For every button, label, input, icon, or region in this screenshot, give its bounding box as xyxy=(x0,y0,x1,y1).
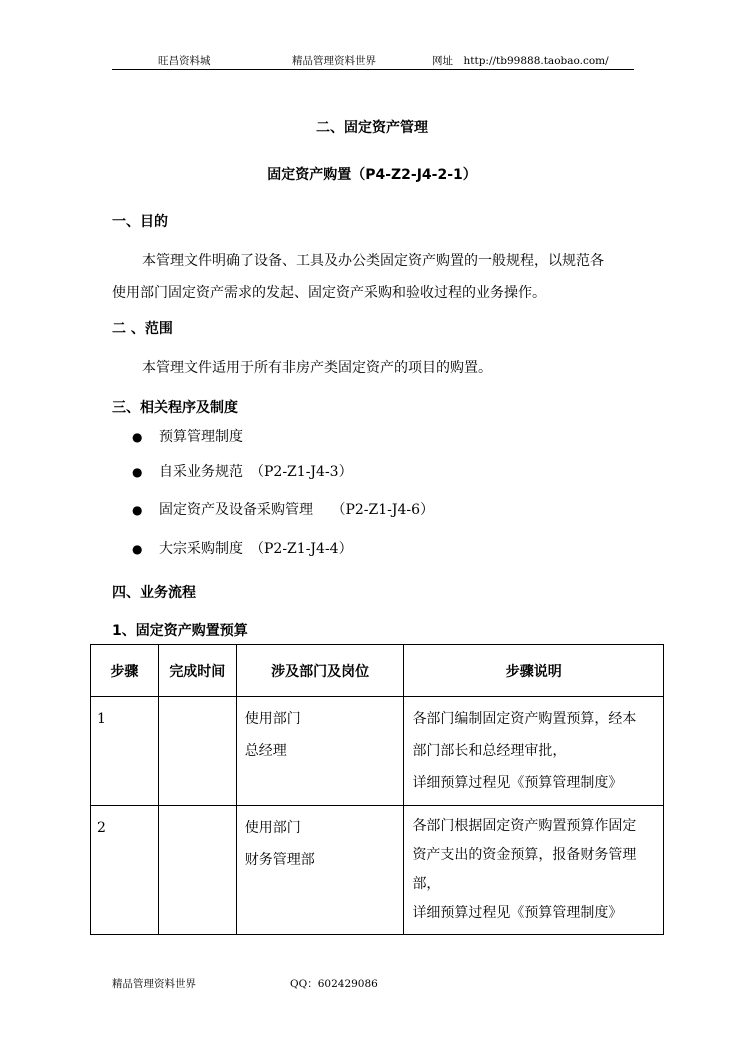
bullet-icon: ● xyxy=(132,503,143,517)
cell-dept: 使用部门 总经理 xyxy=(236,697,404,806)
list-item: ● 大宗采购制度 （P2-Z1-J4-4） xyxy=(132,541,353,557)
bullet-icon: ● xyxy=(132,430,143,444)
section-heading-process: 四、业务流程 xyxy=(112,585,196,601)
purpose-text-line2: 使用部门固定资产需求的发起、固定资产采购和验收过程的业务操作。 xyxy=(112,285,546,301)
subsection-heading-budget: 1、固定资产购置预算 xyxy=(112,623,248,639)
page-title: 二、固定资产管理 xyxy=(316,120,428,136)
section-heading-purpose: 一、目的 xyxy=(112,214,168,230)
bullet-icon: ● xyxy=(132,542,143,556)
header-left-text: 旺昌资料城 xyxy=(158,55,211,67)
cell-desc: 各部门根据固定资产购置预算作固定 资产支出的资金预算，报备财务管理 部， 详细预算过程见《预算管理制度》 xyxy=(404,806,664,935)
section-heading-scope: 二 、范围 xyxy=(112,321,173,337)
table-row xyxy=(91,697,664,806)
process-table xyxy=(90,644,664,935)
header-step: 步骤 xyxy=(91,645,159,697)
header-middle-text: 精品管理资料世界 xyxy=(292,55,376,67)
table-row xyxy=(91,806,664,935)
page-subtitle: 固定资产购置（P4-Z2-J4-2-1） xyxy=(267,167,477,183)
cell-time xyxy=(158,806,236,935)
list-item: ● 预算管理制度 xyxy=(132,429,243,445)
cell-step: 1 xyxy=(91,697,159,806)
page-header xyxy=(112,53,634,70)
header-desc: 步骤说明 xyxy=(404,645,664,697)
cell-time xyxy=(158,697,236,806)
header-dept: 涉及部门及岗位 xyxy=(236,645,404,697)
table-header-row xyxy=(91,645,664,697)
list-item: ● 自采业务规范 （P2-Z1-J4-3） xyxy=(132,464,353,480)
footer-left-text: 精品管理资料世界 xyxy=(112,978,196,990)
cell-step: 2 xyxy=(91,806,159,935)
cell-dept: 使用部门 财务管理部 xyxy=(236,806,404,935)
header-time: 完成时间 xyxy=(158,645,236,697)
cell-desc: 各部门编制固定资产购置预算，经本 部门部长和总经理审批， 详细预算过程见《预算管理制度》 xyxy=(404,697,664,806)
bullet-icon: ● xyxy=(132,465,143,479)
scope-text: 本管理文件适用于所有非房产类固定资产的项目的购置。 xyxy=(142,360,492,376)
purpose-text-line1: 本管理文件明确了设备、工具及办公类固定资产购置的一般规程，以规范各 xyxy=(142,253,604,269)
footer-qq-text: QQ：602429086 xyxy=(290,978,378,990)
section-heading-related: 三、相关程序及制度 xyxy=(112,400,238,416)
header-url-text: 网址 http://tb99888.taobao.com/ xyxy=(432,55,609,67)
list-item: ● 固定资产及设备采购管理 （P2-Z1-J4-6） xyxy=(132,502,435,518)
